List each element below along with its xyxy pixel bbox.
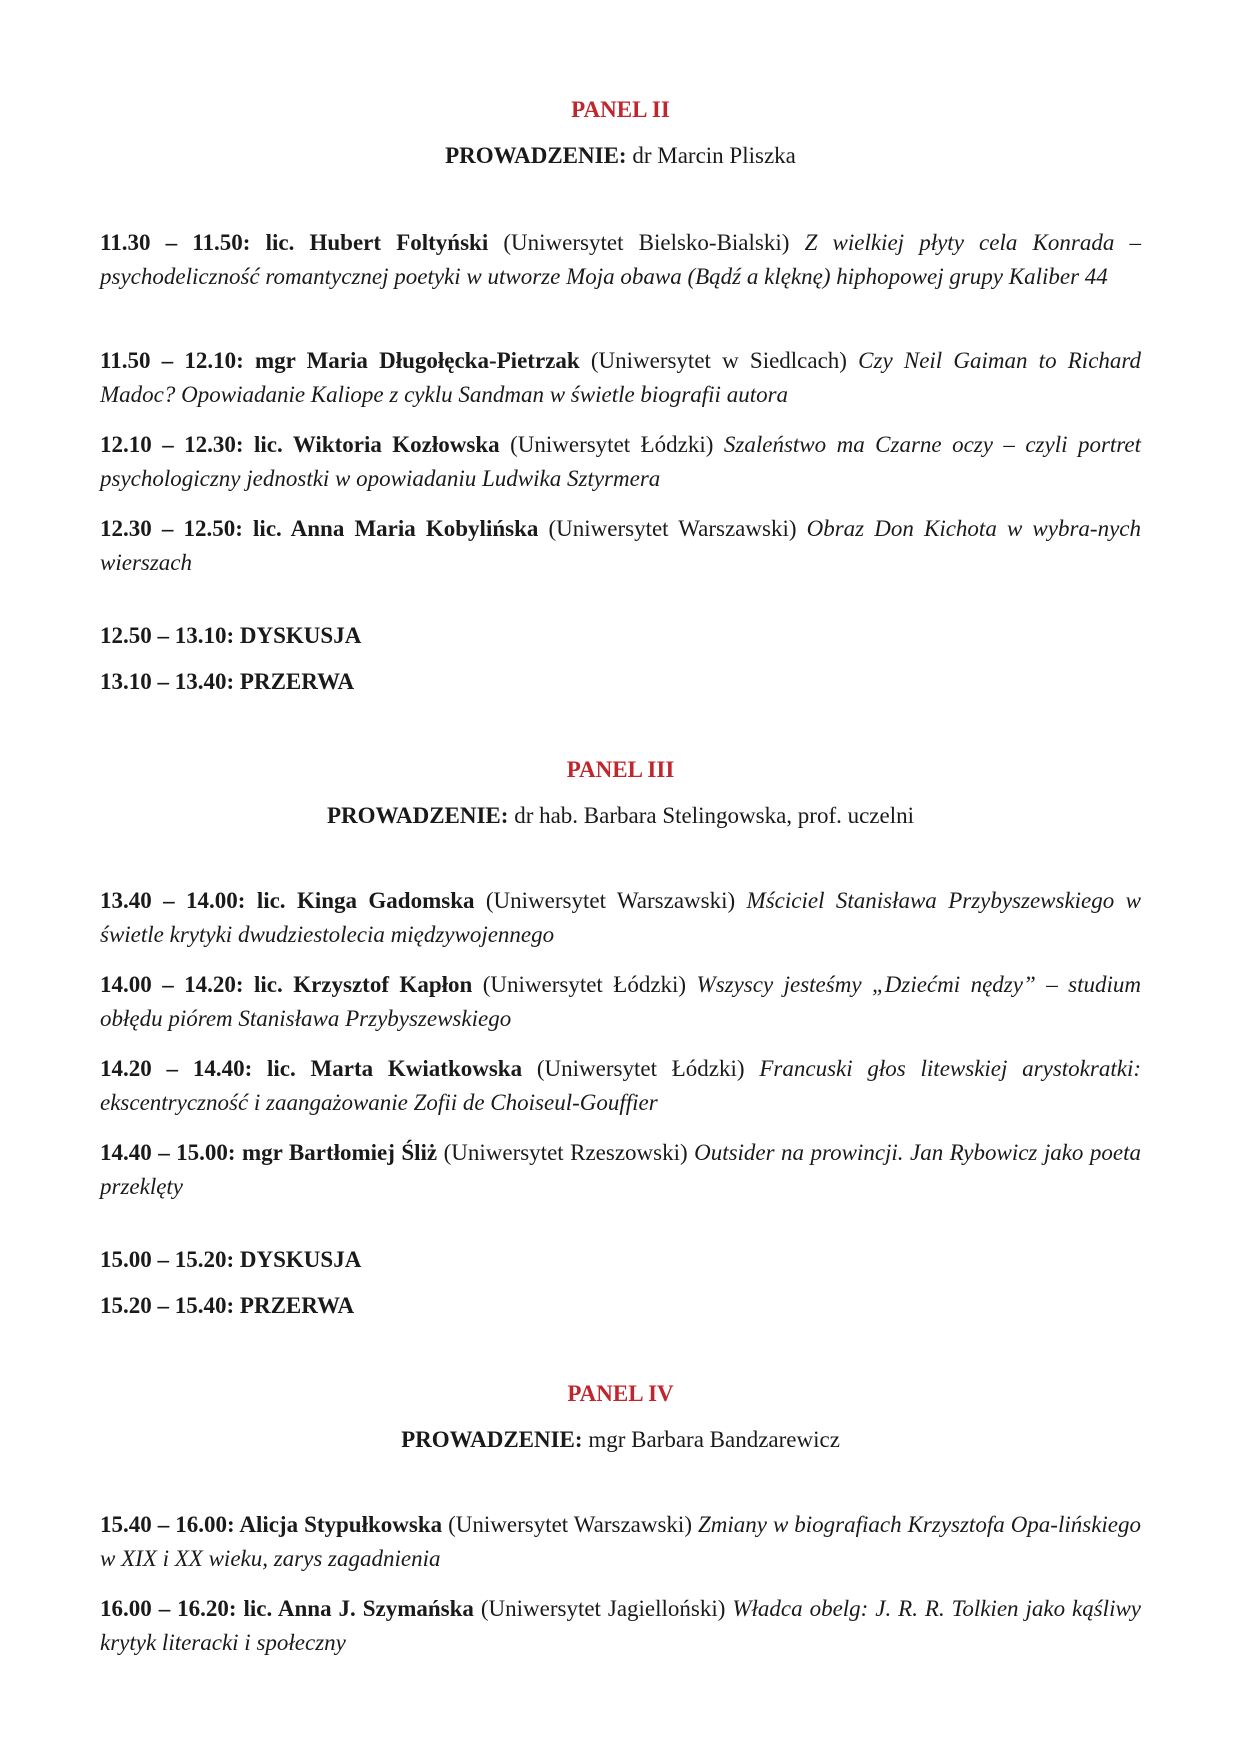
talk-title: Władca obelg: J. R. R. Tolkien jako kąśliwy krytyk literacki i społeczny xyxy=(100,1596,1142,1655)
talk-title: Zmiany w biografiach Krzysztofa Opa-lińskiego w XIX i XX wieku, zarys zagadnienia xyxy=(100,1512,1141,1571)
talk-time-speaker: 11.30 – 11.50: lic. Hubert Foltyński xyxy=(100,230,489,255)
panel-2-title: PANEL II xyxy=(571,97,670,122)
panel-3-chair xyxy=(100,802,1141,830)
chair-label: PROWADZENIE: xyxy=(401,1427,583,1452)
chair-name: dr Marcin Pliszka xyxy=(626,143,796,168)
break-slot: 15.20 – 15.40: PRZERWA xyxy=(100,1293,355,1318)
talk-affiliation: (Uniwersytet Łódzki) xyxy=(522,1056,760,1081)
chair-label: PROWADZENIE: xyxy=(326,803,509,828)
talk-affiliation: (Uniwersytet Bielsko-Bialski) xyxy=(488,230,805,255)
discussion-slot: 15.00 – 15.20: DYSKUSJA xyxy=(100,1247,362,1272)
break-slot: 13.10 – 13.40: PRZERWA xyxy=(100,669,355,694)
talk-affiliation: (Uniwersytet Warszawski) xyxy=(474,888,747,913)
talk-entry xyxy=(100,344,1141,412)
talk-title: Szaleństwo ma Czarne oczy – czyli portret psychologiczny jednostki w opowiadaniu Ludwika Sztyrmera xyxy=(100,432,1141,491)
talk-time-speaker: 14.40 – 15.00: mgr Bartłomiej Śliż xyxy=(100,1140,438,1165)
talk-affiliation: (Uniwersytet w Siedlcach) xyxy=(579,348,859,373)
talk-time-speaker: 12.10 – 12.30: lic. Wiktoria Kozłowska xyxy=(100,432,500,457)
talk-time-speaker: 14.20 – 14.40: lic. Marta Kwiatkowska xyxy=(100,1056,523,1081)
discussion-slot: 12.50 – 13.10: DYSKUSJA xyxy=(100,623,362,648)
talk-title: Wszyscy jesteśmy „Dziećmi nędzy” – studium obłędu piórem Stanisława Przybyszewskiego xyxy=(100,972,1141,1031)
talk-time-speaker: 12.30 – 12.50: lic. Anna Maria Kobylińska xyxy=(100,516,539,541)
talk-affiliation: (Uniwersytet Łódzki) xyxy=(499,432,724,457)
talk-entry xyxy=(100,428,1141,496)
talk-entry xyxy=(100,512,1141,580)
talk-entry xyxy=(100,884,1141,952)
talk-entry xyxy=(100,1136,1141,1204)
talk-entry xyxy=(100,1508,1141,1576)
chair-label: PROWADZENIE: xyxy=(445,143,627,168)
panel-2-chair xyxy=(100,142,1141,170)
panel-3-title: PANEL III xyxy=(566,757,675,782)
talk-time-speaker: 15.40 – 16.00: Alicja Stypułkowska xyxy=(100,1512,443,1537)
talk-affiliation: (Uniwersytet Warszawski) xyxy=(442,1512,698,1537)
talk-affiliation: (Uniwersytet Jagielloński) xyxy=(473,1596,733,1621)
talk-title: Outsider na prowincji. Jan Rybowicz jako poeta przeklęty xyxy=(100,1140,1141,1199)
talk-entry xyxy=(100,226,1141,294)
talk-entry xyxy=(100,1052,1141,1120)
panel-4-chair xyxy=(100,1426,1141,1454)
talk-entry xyxy=(100,1592,1141,1660)
talk-affiliation: (Uniwersytet Warszawski) xyxy=(538,516,807,541)
chair-name: dr hab. Barbara Stelingowska, prof. uczelni xyxy=(508,803,915,828)
talk-time-speaker: 14.00 – 14.20: lic. Krzysztof Kapłon xyxy=(100,972,473,997)
talk-affiliation: (Uniwersytet Rzeszowski) xyxy=(437,1140,695,1165)
talk-affiliation: (Uniwersytet Łódzki) xyxy=(472,972,697,997)
talk-time-speaker: 16.00 – 16.20: lic. Anna J. Szymańska xyxy=(100,1596,474,1621)
talk-title: Z wielkiej płyty cela Konrada – psychodeliczność romantycznej poetyki w utworze Moja obawa (Bądź a klęknę) hiphopowej grupy Kaliber 44 xyxy=(100,230,1141,289)
talk-time-speaker: 13.40 – 14.00: lic. Kinga Gadomska xyxy=(100,888,475,913)
talk-title: Czy Neil Gaiman to Richard Madoc? Opowiadanie Kaliope z cyklu Sandman w świetle biografii autora xyxy=(100,348,1141,407)
talk-entry xyxy=(100,968,1141,1036)
panel-4-title: PANEL IV xyxy=(567,1381,674,1406)
talk-title: Francuski głos litewskiej arystokratki: ekscentryczność i zaangażowanie Zofii de Choiseul-Gouffier xyxy=(100,1056,1141,1115)
chair-name: mgr Barbara Bandzarewicz xyxy=(582,1427,840,1452)
talk-title: Obraz Don Kichota w wybra-nych wierszach xyxy=(100,516,1141,575)
talk-title: Mściciel Stanisława Przybyszewskiego w świetle krytyki dwudziestolecia międzywojennego xyxy=(100,888,1141,947)
talk-time-speaker: 11.50 – 12.10: mgr Maria Długołęcka-Pietrzak xyxy=(100,348,580,373)
